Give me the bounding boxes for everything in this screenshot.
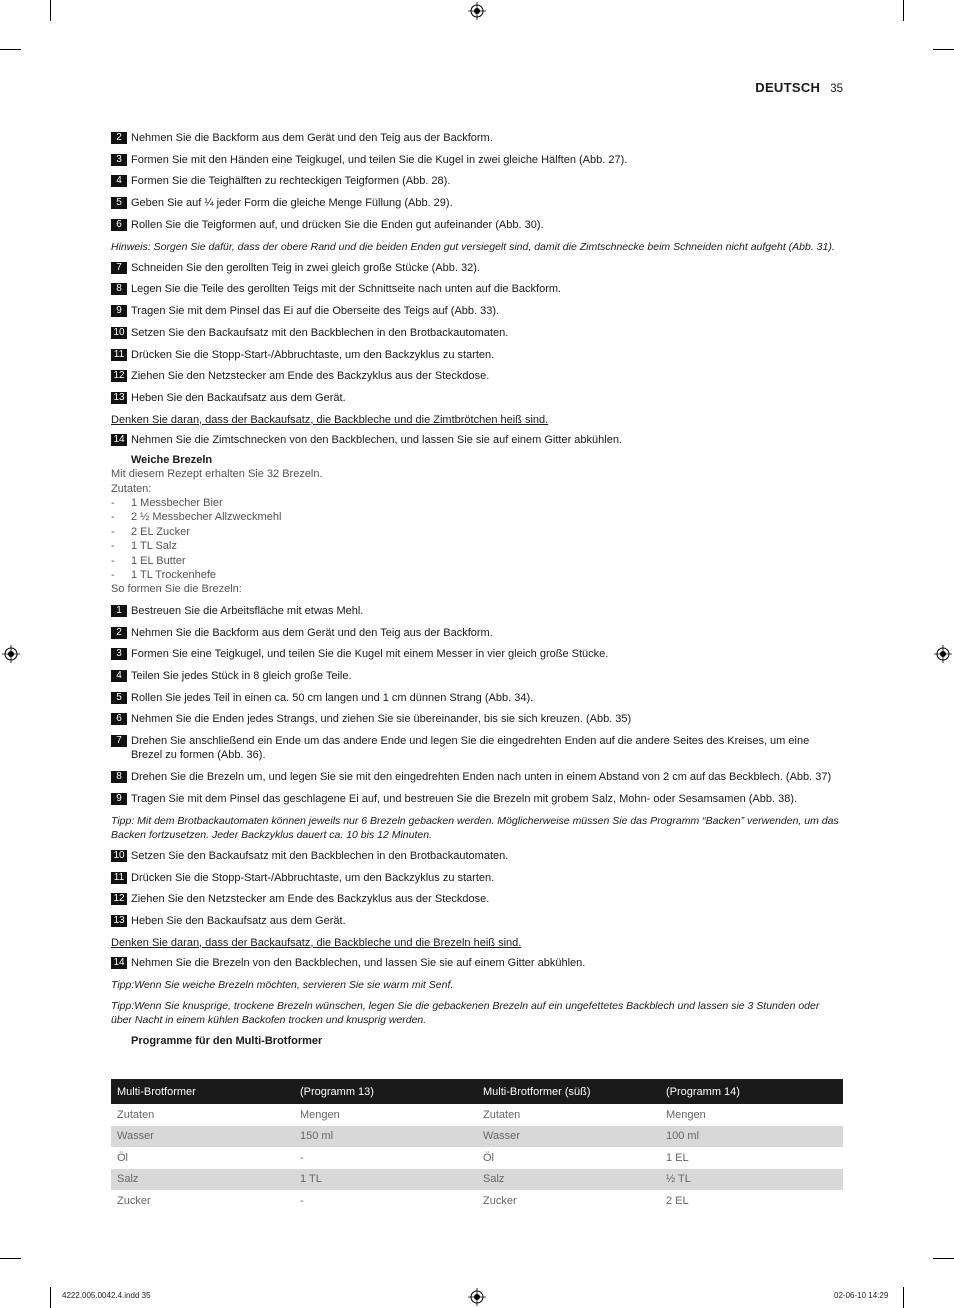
registration-mark-icon	[468, 1288, 486, 1306]
table-row	[111, 1190, 843, 1212]
footer-file-info: 4222.005.0042.4.indd 35	[62, 1291, 151, 1300]
step-item	[111, 174, 843, 188]
step-item	[111, 196, 843, 210]
step-item	[111, 647, 843, 661]
step-number: 5	[111, 692, 127, 704]
step-text: Nehmen Sie die Backform aus dem Gerät und den Teig aus der Backform.	[131, 626, 493, 639]
step-text: Legen Sie die Teile des gerollten Teigs mit der Schnittseite nach unten auf die Backform.	[131, 283, 562, 296]
steps-list	[111, 261, 843, 406]
step-number: 11	[111, 872, 127, 884]
ingredient-text: 1 TL Salz	[131, 540, 177, 553]
page-number: 35	[830, 83, 843, 95]
table-header-cell: (Programm 14)	[660, 1080, 843, 1105]
step-item	[111, 433, 843, 447]
step-text: Tragen Sie mit dem Pinsel das geschlagene Ei auf, und bestreuen Sie die Brezeln mit grobem Salz, Mohn- oder Sesamsamen (Abb. 38).	[131, 792, 798, 805]
table-header-cell: Multi-Brotformer	[111, 1080, 294, 1105]
registration-mark-icon	[934, 645, 952, 663]
table-header-row	[111, 1080, 843, 1105]
table-row	[111, 1126, 843, 1148]
step-text: Setzen Sie den Backaufsatz mit den Backblechen in den Brotbackautomaten.	[131, 326, 509, 339]
table-cell: ½ TL	[660, 1169, 843, 1191]
step-text: Ziehen Sie den Netzstecker am Ende des Backzyklus aus der Steckdose.	[131, 893, 490, 906]
step-number: 6	[111, 219, 127, 231]
programs-title: Programme für den Multi-Brotformer	[131, 1035, 323, 1048]
list-dash: -	[111, 496, 115, 509]
crop-mark	[50, 0, 51, 21]
ingredient-item	[111, 510, 843, 524]
step-number: 2	[111, 132, 127, 144]
table-cell: 1 EL	[666, 1151, 689, 1164]
recipe-title: Weiche Brezeln	[131, 453, 213, 466]
step-item	[111, 153, 843, 167]
steps-list	[111, 956, 843, 970]
step-text: Drehen Sie die Brezeln um, und legen Sie sie mit den eingedrehten Enden nach unten in einem Abstand von 2 cm auf das Beckblech. (Abb. 37)	[131, 771, 832, 784]
table-cell: 2 EL	[666, 1194, 689, 1207]
tip-note: Tipp: Mit dem Brotbackautomaten können jeweils nur 6 Brezeln gebacken werden. Möglicherweise müssen Sie das Programm “Backen” verwenden, um das Backen fortzusetzen. Jeder Backzyklus dauert ca. 10 bis 12 Minuten.	[111, 814, 839, 841]
crop-mark	[933, 1258, 954, 1259]
table-cell: Öl	[117, 1151, 128, 1164]
steps-list	[111, 849, 843, 929]
step-number: 7	[111, 262, 127, 274]
ingredient-text: 2 ½ Messbecher Allzweckmehl	[131, 511, 282, 524]
step-item	[111, 849, 843, 863]
step-item	[111, 391, 843, 405]
registration-mark-icon	[468, 2, 486, 20]
table-header-cell: (Programm 13)	[294, 1080, 477, 1105]
table-cell: Salz	[111, 1169, 294, 1191]
step-item	[111, 691, 843, 705]
ingredient-text: 1 TL Trockenhefe	[131, 569, 216, 581]
ingredient-text: 1 EL Butter	[131, 554, 186, 567]
tip-note: Tipp:Wenn Sie weiche Brezeln möchten, servieren Sie sie warm mit Senf.	[111, 978, 454, 991]
step-text: Formen Sie mit den Händen eine Teigkugel, und teilen Sie die Kugel in zwei gleiche Hälften (Abb. 27).	[131, 153, 628, 166]
step-number: 1	[111, 605, 127, 617]
step-number: 4	[111, 670, 127, 682]
step-text: Rollen Sie jedes Teil in einen ca. 50 cm langen und 1 cm dünnen Strang (Abb. 34).	[131, 691, 534, 704]
step-number: 9	[111, 305, 127, 317]
crop-mark	[903, 0, 904, 21]
table-cell: Zutaten	[117, 1108, 155, 1121]
step-number: 12	[111, 893, 127, 905]
table-cell: 100 ml	[660, 1126, 843, 1148]
step-number: 3	[111, 154, 127, 166]
step-number: 8	[111, 283, 127, 295]
step-item	[111, 770, 843, 784]
table-cell: Zucker	[483, 1194, 517, 1207]
list-dash: -	[111, 540, 115, 553]
ingredient-text: 2 EL Zucker	[131, 525, 190, 538]
table-cell: Zutaten	[483, 1108, 521, 1121]
step-item	[111, 892, 843, 906]
step-item	[111, 712, 843, 726]
ingredient-item	[111, 568, 843, 582]
step-text: Ziehen Sie den Netzstecker am Ende des Backzyklus aus der Steckdose.	[131, 370, 490, 383]
step-text: Nehmen Sie die Brezeln von den Backblechen, und lassen Sie sie auf einem Gitter abkühlen.	[131, 957, 586, 970]
language-label: DEUTSCH	[755, 80, 821, 95]
step-text: Tragen Sie mit dem Pinsel das Ei auf die Oberseite des Teigs auf (Abb. 33).	[131, 305, 500, 318]
step-text: Teilen Sie jedes Stück in 8 gleich große Teile.	[131, 669, 352, 682]
step-text: Geben Sie auf ¼ jeder Form die gleiche Menge Füllung (Abb. 29).	[131, 197, 453, 210]
step-text: Bestreuen Sie die Arbeitsfläche mit etwas Mehl.	[131, 604, 364, 617]
step-number: 14	[111, 434, 127, 446]
list-dash: -	[111, 554, 115, 567]
step-text: Formen Sie die Teighälften zu rechteckigen Teigformen (Abb. 28).	[131, 175, 451, 188]
step-item	[111, 604, 843, 618]
footer-date: 02-06-10 14:29	[834, 1291, 889, 1300]
ingredient-item	[111, 554, 843, 568]
step-number: 6	[111, 713, 127, 725]
table-cell: 1 TL	[294, 1169, 477, 1191]
step-item	[111, 326, 843, 340]
ingredients-list	[111, 496, 843, 582]
step-item	[111, 669, 843, 683]
page-header	[755, 80, 843, 95]
crop-mark	[50, 1287, 51, 1308]
step-text: Heben Sie den Backaufsatz aus dem Gerät.	[131, 391, 346, 404]
table-cell: Salz	[477, 1169, 660, 1191]
table-cell: Öl	[483, 1151, 494, 1164]
step-number: 12	[111, 370, 127, 382]
step-number: 8	[111, 771, 127, 783]
tip-note: Tipp:Wenn Sie knusprige, trockene Brezeln wünschen, legen Sie die gebackenen Brezeln auf ein ungefettetes Backblech und lassen sie 3 Stunden oder über Nacht in einem kühlen Backofen trocken und knusprig werden.	[111, 1000, 820, 1027]
step-number: 5	[111, 197, 127, 209]
crop-mark	[0, 49, 21, 50]
table-cell: -	[300, 1194, 304, 1207]
step-number: 9	[111, 793, 127, 805]
step-text: Drücken Sie die Stopp-Start-/Abbruchtaste, um den Backzyklus zu starten.	[131, 348, 495, 361]
step-text: Schneiden Sie den gerollten Teig in zwei gleich große Stücke (Abb. 32).	[131, 261, 480, 274]
table-cell: Wasser	[111, 1126, 294, 1148]
list-dash: -	[111, 525, 115, 538]
registration-mark-icon	[2, 645, 20, 663]
step-text: Heben Sie den Backaufsatz aus dem Gerät.	[131, 915, 346, 928]
step-item	[111, 871, 843, 885]
step-text: Formen Sie eine Teigkugel, und teilen Sie die Kugel mit einem Messer in vier gleich große Stücke.	[131, 648, 609, 661]
step-item	[111, 131, 843, 145]
step-number: 7	[111, 735, 127, 747]
warning-text: Denken Sie daran, dass der Backaufsatz, die Backbleche und die Brezeln heiß sind.	[111, 936, 522, 949]
step-item	[111, 792, 843, 806]
table-cell: Wasser	[477, 1126, 660, 1148]
crop-mark	[933, 49, 954, 50]
step-text: Nehmen Sie die Zimtschnecken von den Backblechen, und lassen Sie sie auf einem Gitter abkühlen.	[131, 434, 623, 447]
crop-mark	[903, 1287, 904, 1308]
table-cell: Mengen	[300, 1108, 340, 1121]
step-item	[111, 956, 843, 970]
step-item	[111, 218, 843, 232]
step-number: 10	[111, 327, 127, 339]
step-number: 14	[111, 957, 127, 969]
step-text: Nehmen Sie die Backform aus dem Gerät und den Teig aus der Backform.	[131, 132, 493, 144]
table-row	[111, 1169, 843, 1191]
ingredient-text: 1 Messbecher Bier	[131, 496, 223, 509]
step-number: 10	[111, 850, 127, 862]
step-item	[111, 914, 843, 928]
steps-list	[111, 131, 843, 232]
step-text: Drücken Sie die Stopp-Start-/Abbruchtaste, um den Backzyklus zu starten.	[131, 871, 495, 884]
table-row	[111, 1104, 843, 1126]
step-text: Setzen Sie den Backaufsatz mit den Backblechen in den Brotbackautomaten.	[131, 849, 509, 862]
step-item	[111, 304, 843, 318]
step-item	[111, 626, 843, 640]
programs-table	[111, 1079, 843, 1212]
recipe-intro: Mit diesem Rezept erhalten Sie 32 Brezeln.	[111, 468, 323, 481]
table-cell: -	[300, 1151, 304, 1164]
step-text: Rollen Sie die Teigformen auf, und drücken Sie die Enden gut aufeinander (Abb. 30).	[131, 218, 544, 231]
step-number: 13	[111, 915, 127, 927]
crop-mark	[0, 1258, 21, 1259]
step-number: 3	[111, 648, 127, 660]
steps-list	[111, 604, 843, 806]
steps-list	[111, 433, 843, 447]
table-cell: Zucker	[117, 1194, 151, 1207]
step-number: 13	[111, 392, 127, 404]
step-number: 11	[111, 349, 127, 361]
step-item	[111, 261, 843, 275]
ingredient-item	[111, 539, 843, 553]
table-cell: Mengen	[666, 1108, 706, 1121]
step-item	[111, 369, 843, 383]
list-dash: -	[111, 511, 115, 524]
step-item	[111, 348, 843, 362]
hint-note: Hinweis: Sorgen Sie dafür, dass der obere Rand und die beiden Enden gut versiegelt sind, damit die Zimtschnecke beim Schneiden nicht aufgeht (Abb. 31).	[111, 240, 835, 253]
list-dash: -	[111, 569, 115, 581]
ingredient-item	[111, 525, 843, 539]
step-number: 4	[111, 175, 127, 187]
warning-text: Denken Sie daran, dass der Backaufsatz, die Backbleche und die Zimtbrötchen heiß sind.	[111, 413, 549, 426]
ingredients-label: Zutaten:	[111, 482, 152, 495]
step-item	[111, 282, 843, 296]
step-number: 2	[111, 627, 127, 639]
step-item	[111, 734, 843, 763]
table-body	[111, 1104, 843, 1212]
shaping-label: So formen Sie die Brezeln:	[111, 583, 242, 596]
document-body	[111, 131, 843, 1049]
programs-table-wrap	[111, 1079, 843, 1212]
table-row	[111, 1147, 843, 1169]
step-text: Drehen Sie anschließend ein Ende um das andere Ende und legen Sie die eingedrehten Enden auf die andere Seites des Kreises, um eine Brezel zu formen (Abb. 36).	[131, 735, 810, 762]
table-header-cell: Multi-Brotformer (süß)	[477, 1080, 660, 1105]
ingredient-item	[111, 496, 843, 510]
table-cell: 150 ml	[294, 1126, 477, 1148]
step-text: Nehmen Sie die Enden jedes Strangs, und ziehen Sie sie übereinander, bis sie sich kreuzen. (Abb. 35)	[131, 713, 632, 726]
